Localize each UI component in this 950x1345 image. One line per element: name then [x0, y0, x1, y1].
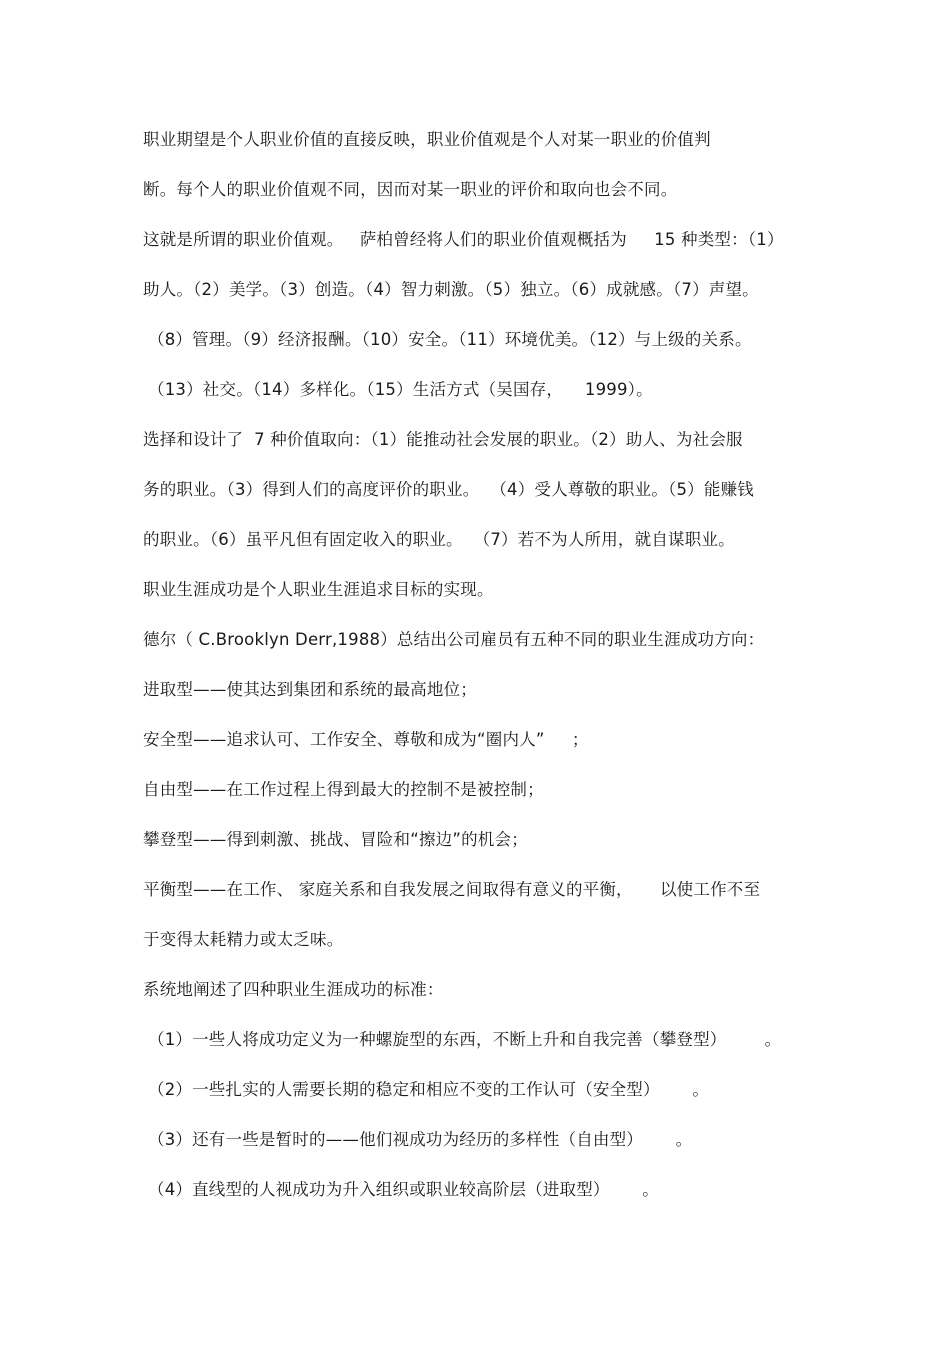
- text-line: 安全型——追求认可、工作安全、尊敬和成为“圈内人” ；: [143, 730, 589, 749]
- text-line: 务的职业。（3）得到人们的高度评价的职业。 （4）受人尊敬的职业。（5）能赚钱: [143, 480, 754, 499]
- text-line: 系统地阐述了四种职业生涯成功的标准：: [143, 980, 444, 999]
- text-line: （13）社交。（14）多样化。（15）生活方式（吴国存， 1999）。: [148, 380, 653, 399]
- text-line: （8）管理。（9）经济报酬。（10）安全。（11）环境优美。（12）与上级的关系。: [148, 330, 752, 349]
- text-line: 这就是所谓的职业价值观。 萨柏曾经将人们的职业价值观概括为 15 种类型：（1）: [143, 230, 784, 249]
- text-line: 断。每个人的职业价值观不同，因而对某一职业的评价和取向也会不同。: [143, 180, 678, 199]
- text-line: 选择和设计了 7 种价值取向：（1）能推动社会发展的职业。（2）助人、为社会服: [143, 430, 743, 449]
- text-line: 职业生涯成功是个人职业生涯追求目标的实现。: [143, 580, 494, 599]
- text-line: 助人。（2）美学。（3）创造。（4）智力刺激。（5）独立。（6）成就感。（7）声望。: [143, 280, 759, 299]
- text-line: 平衡型——在工作、 家庭关系和自我发展之间取得有意义的平衡， 以使工作不至: [143, 880, 761, 899]
- text-line: （1）一些人将成功定义为一种螺旋型的东西，不断上升和自我完善（攀登型） 。: [148, 1030, 782, 1049]
- text-line: 自由型——在工作过程上得到最大的控制不是被控制；: [143, 780, 544, 799]
- text-line: （3）还有一些是暂时的——他们视成功为经历的多样性（自由型） 。: [148, 1130, 693, 1149]
- text-line: 德尔（ C.Brooklyn Derr,1988）总结出公司雇员有五种不同的职业生涯成功方向：: [143, 630, 765, 649]
- text-line: 职业期望是个人职业价值的直接反映，职业价值观是个人对某一职业的价值判: [143, 130, 711, 149]
- text-line: 的职业。（6）虽平凡但有固定收入的职业。 （7）若不为人所用，就自谋职业。: [143, 530, 735, 549]
- text-line: 进取型——使其达到集团和系统的最高地位；: [143, 680, 477, 699]
- text-line: 攀登型——得到刺激、挑战、冒险和“擦边”的机会；: [143, 830, 528, 849]
- text-line: （4）直线型的人视成功为升入组织或职业较高阶层（进取型） 。: [148, 1180, 659, 1199]
- text-line: 于变得太耗精力或太乏味。: [143, 930, 344, 949]
- text-line: （2）一些扎实的人需要长期的稳定和相应不变的工作认可（安全型） 。: [148, 1080, 710, 1099]
